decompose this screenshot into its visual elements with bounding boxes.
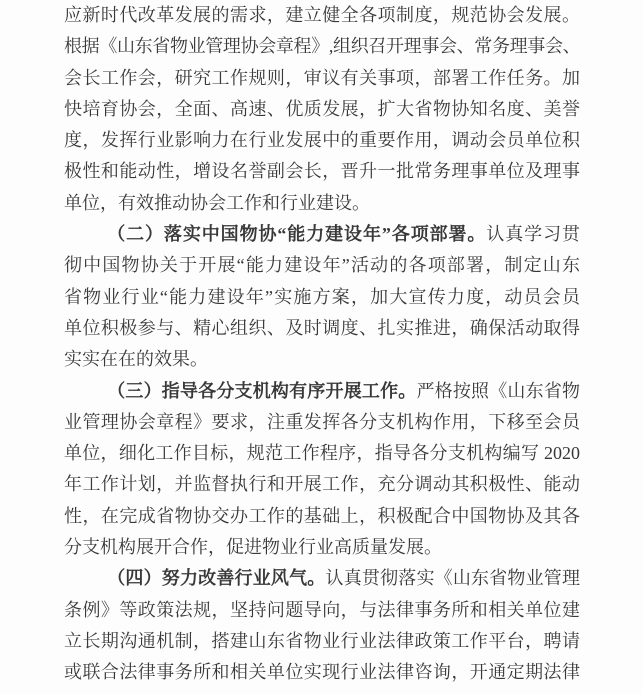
text-line (64, 657, 580, 688)
text-segment: 单位积极参与、精心组织、及时调度、扎实推进，确保活动取得 (64, 317, 580, 338)
text-segment: 极性和能动性，增设名誉副会长，晋升一批常务理事单位及理事 (64, 161, 580, 182)
text-segment: 年工作计划，并监督执行和开展工作，充分调动其积极性、能动 (64, 474, 580, 495)
text-segment: 单位，有效推动协会工作和行业建设。 (64, 192, 370, 213)
text-segment: 业管理协会章程》要求，注重发挥各分支机构作用，下移至会员 (64, 411, 580, 432)
text-segment: 度，发挥行业影响力在行业发展中的重要作用，调动会员单位积 (64, 130, 580, 151)
text-segment: 条例》等政策法规，坚持问题导向，与法律事务所和相关单位建 (64, 599, 580, 620)
text-line (64, 313, 580, 344)
text-segment: （四）努力改善行业风气。 (107, 568, 326, 589)
text-segment: 立长期沟通机制，搭建山东省物业行业法律政策工作平台，聘请 (64, 630, 580, 651)
text-line (64, 250, 580, 281)
text-segment: 快培育协会，全面、高速、优质发展，扩大省物协知名度、美誉 (64, 98, 580, 119)
text-line (64, 219, 580, 250)
text-line (64, 532, 580, 563)
text-line (64, 344, 580, 375)
document-body (64, 0, 580, 689)
text-segment: 认真学习贯 (486, 224, 580, 245)
text-segment: 彻中国物协关于开展“能力建设年”活动的各项部署，制定山东 (64, 255, 580, 276)
text-line (64, 376, 580, 407)
text-segment: 实实在在的效果。 (64, 349, 208, 370)
text-segment: 会长工作会，研究工作规则，审议有关事项，部署工作任务。加 (64, 67, 580, 88)
text-line (64, 407, 580, 438)
text-segment: 认真贯彻落实《山东省物业管理 (325, 568, 580, 589)
text-segment: 分支机构展开合作，促进物业行业高质量发展。 (64, 537, 442, 558)
text-line (64, 156, 580, 187)
text-line (64, 438, 580, 469)
text-segment: （二）落实中国物协“能力建设年”各项部署。 (107, 224, 487, 245)
text-line (64, 626, 580, 657)
text-segment: 或联合法律事务所和相关单位实现行业法律咨询，开通定期法律 (64, 662, 580, 683)
text-line (64, 31, 580, 62)
text-line (64, 563, 580, 594)
text-line (64, 595, 580, 626)
text-line (64, 501, 580, 532)
text-segment: 省物业行业“能力建设年”实施方案，加大宣传力度，动员会员 (64, 286, 580, 307)
text-segment: 应新时代改革发展的需求，建立健全各项制度，规范协会发展。 (64, 5, 580, 25)
text-segment: 性，在完成省物协交办工作的基础上，积极配合中国物协及其各 (64, 505, 580, 526)
text-segment: 根据《山东省物业管理协会章程》,组织召开理事会、常务理事会、 (64, 36, 580, 57)
text-segment: （三）指导各分支机构有序开展工作。 (107, 380, 417, 401)
text-line (64, 94, 580, 125)
text-line (64, 0, 580, 31)
text-segment: 单位，细化工作目标，规范工作程序，指导各分支机构编写 2020 (64, 443, 580, 464)
text-segment: 严格按照《山东省物 (416, 380, 580, 401)
text-line (64, 188, 580, 219)
text-line (64, 125, 580, 156)
text-line (64, 282, 580, 313)
text-line (64, 469, 580, 500)
text-line (64, 63, 580, 94)
